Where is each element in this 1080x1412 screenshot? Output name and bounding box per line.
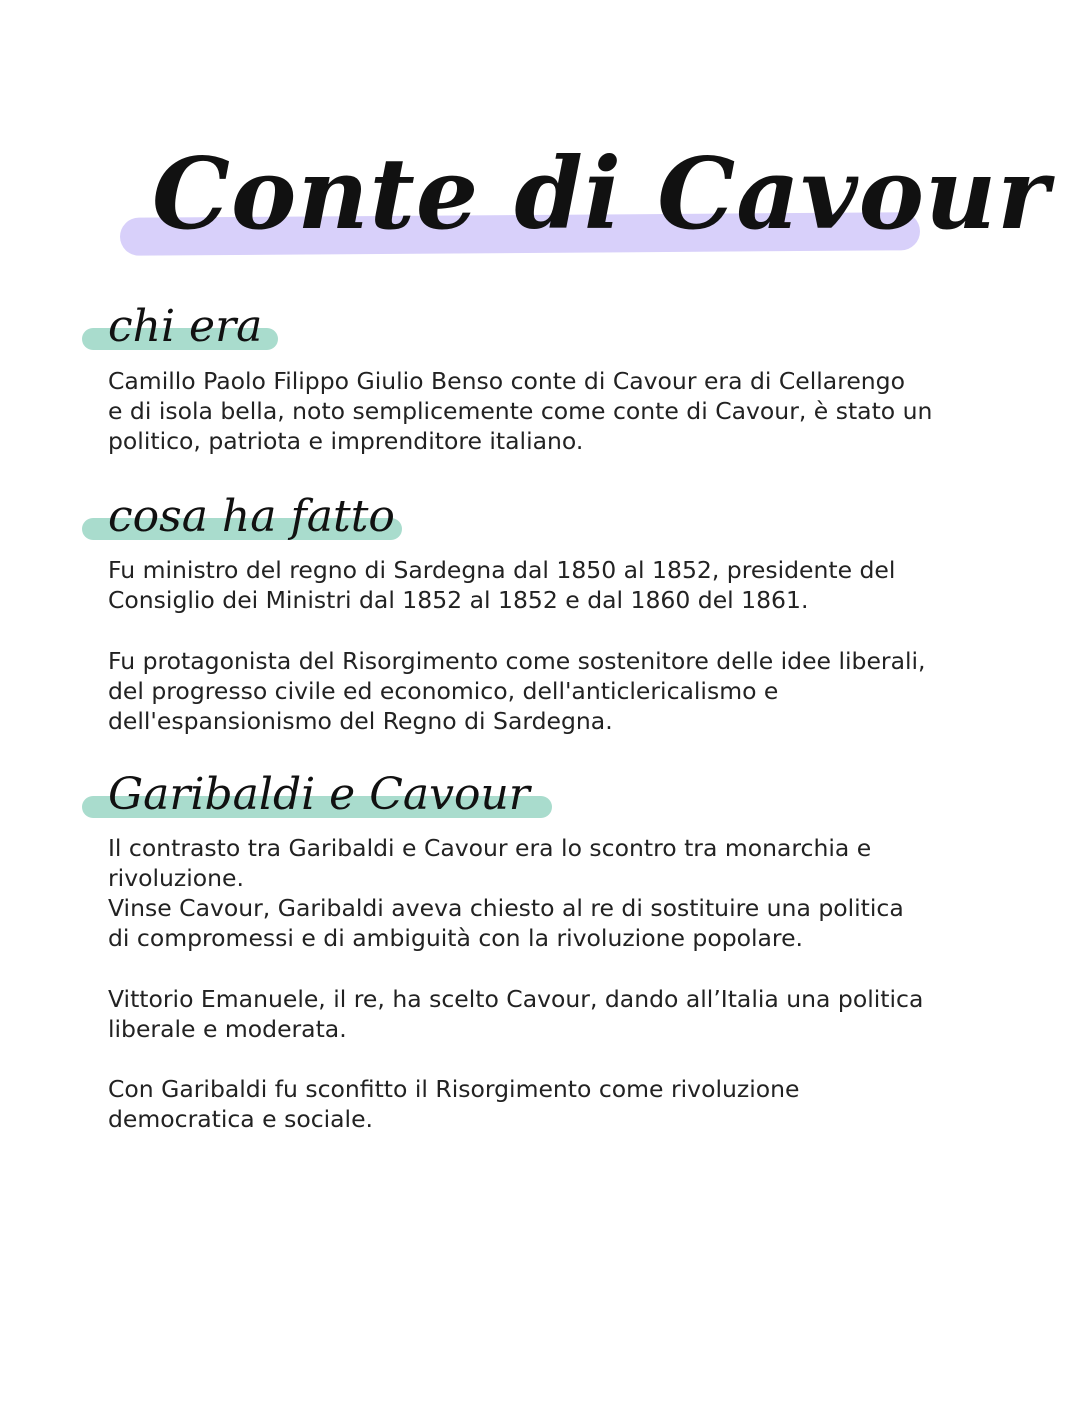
section-title: chi era — [108, 301, 263, 352]
paragraph-garibaldi-1: Il contrasto tra Garibaldi e Cavour era lo scontro tra monarchia e rivoluzione. Vinse Cavour, Garibaldi aveva chiesto al re di sostituire una politica di compromessi e di ambiguità con la rivoluzione popolare. — [108, 834, 904, 952]
paragraph-cosa-ha-fatto-2: Fu protagonista del Risorgimento come sostenitore delle idee liberali, del progresso civile ed economico, dell'anticlericalismo e dell'espansionismo del Regno di Sardegna. — [108, 647, 926, 735]
paragraph-garibaldi-2: Vittorio Emanuele, il re, ha scelto Cavour, dando all’Italia una politica liberale e moderata. — [108, 985, 924, 1043]
paragraph-cosa-ha-fatto-1: Fu ministro del regno di Sardegna dal 1850 al 1852, presidente del Consiglio dei Ministri dal 1852 al 1852 e dal 1860 del 1861. — [108, 556, 896, 614]
paragraph-chi-era: Camillo Paolo Filippo Giulio Benso conte di Cavour era di Cellarengo e di isola bella, noto semplicemente come conte di Cavour, è stato un politico, patriota e imprenditore italiano. — [108, 367, 933, 455]
title-block — [120, 120, 1050, 270]
section-heading-garibaldi-e-cavour — [82, 768, 562, 828]
section-heading-cosa-ha-fatto — [82, 490, 412, 550]
paragraph-garibaldi-3: Con Garibaldi fu sconfitto il Risorgimento come rivoluzione democratica e sociale. — [108, 1075, 800, 1133]
section-title: cosa ha fatto — [108, 491, 395, 542]
section-heading-chi-era — [82, 300, 282, 360]
section-title: Garibaldi e Cavour — [108, 769, 530, 820]
page-title: Conte di Cavour — [152, 137, 1050, 252]
